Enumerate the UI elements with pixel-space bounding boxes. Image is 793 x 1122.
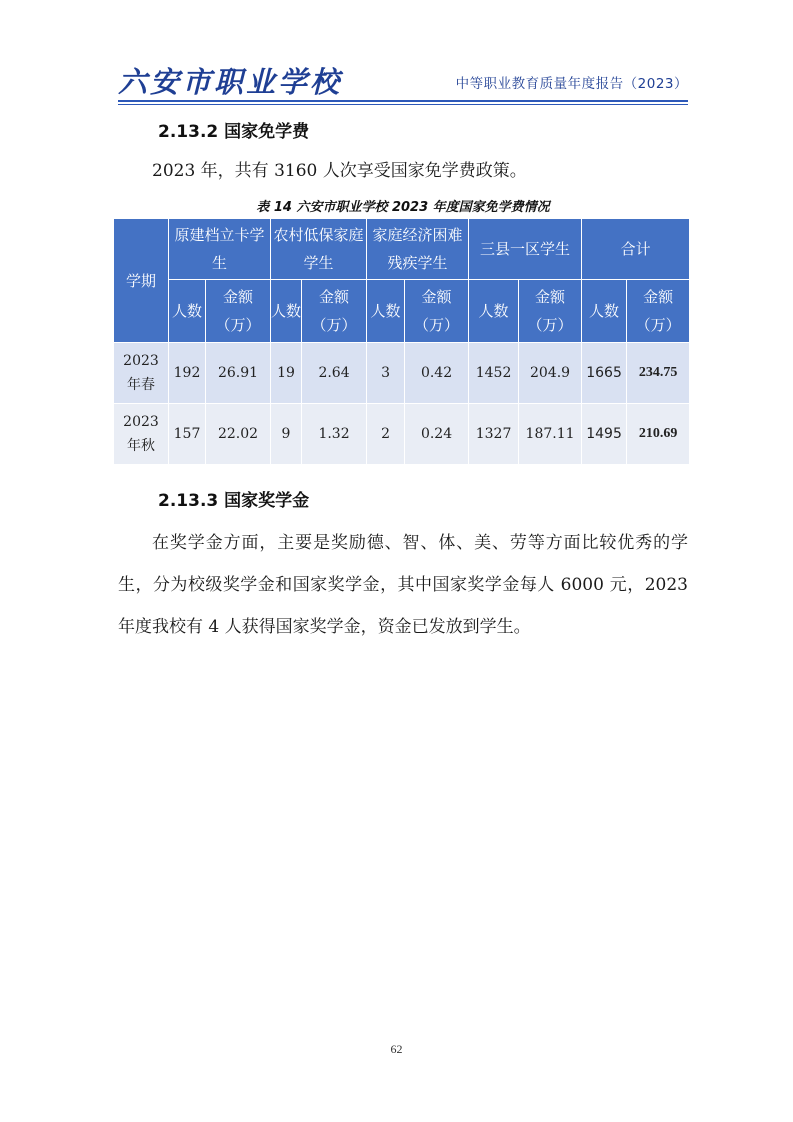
page-number: 62 (390, 1042, 403, 1056)
table-cell: 9 (271, 404, 302, 465)
amount-header: 金额（万） (627, 280, 690, 343)
amount-header: 金额（万） (302, 280, 367, 343)
table-cell: 0.24 (405, 404, 469, 465)
table-cell: 187.11 (519, 404, 582, 465)
amount-header: 金额（万） (405, 280, 469, 343)
total-count-cell: 1495 (582, 404, 627, 465)
school-logo: 六安市职业学校 (118, 65, 343, 99)
group-header: 农村低保家庭学生 (271, 219, 367, 280)
tuition-table (113, 218, 690, 465)
scholarship-paragraph (118, 522, 688, 648)
table-cell: 204.9 (519, 343, 582, 404)
page-header (118, 56, 688, 102)
total-count-cell: 1665 (582, 343, 627, 404)
term-cell: 2023 年春 (114, 343, 169, 404)
count-header: 人数 (169, 280, 206, 343)
table-cell: 2.64 (302, 343, 367, 404)
section-heading-tuition: 2.13.2 国家免学费 (158, 122, 310, 142)
count-header: 人数 (469, 280, 519, 343)
amount-header: 金额（万） (519, 280, 582, 343)
term-header: 学期 (114, 219, 169, 343)
table-cell: 192 (169, 343, 206, 404)
table-cell: 22.02 (206, 404, 271, 465)
group-header: 家庭经济困难残疾学生 (367, 219, 469, 280)
scholarship-paragraph-text: 在奖学金方面，主要是奖励德、智、体、美、劳等方面比较优秀的学生，分为校级奖学金和国家奖学金，其中国家奖学金每人 6000 元，2023 年度我校有 4 人获得国家奖学金，资金已发放到学生。 (118, 533, 688, 637)
table-cell: 26.91 (206, 343, 271, 404)
table-caption: 表 14 六安市职业学校 2023 年度国家免学费情况 (256, 200, 550, 215)
header-rule (118, 100, 688, 102)
table-cell: 1327 (469, 404, 519, 465)
report-title: 中等职业教育质量年度报告（2023） (455, 76, 688, 92)
table-subheader-row (114, 280, 690, 343)
total-amount-cell: 234.75 (627, 343, 690, 404)
tuition-paragraph (118, 150, 688, 192)
count-header: 人数 (271, 280, 302, 343)
count-header: 人数 (367, 280, 405, 343)
total-amount-cell: 210.69 (627, 404, 690, 465)
table-header-row (114, 219, 690, 280)
table-cell: 1.32 (302, 404, 367, 465)
table-cell: 0.42 (405, 343, 469, 404)
table-cell: 157 (169, 404, 206, 465)
table-cell: 19 (271, 343, 302, 404)
amount-header: 金额（万） (206, 280, 271, 343)
group-header: 合计 (582, 219, 690, 280)
table-cell: 1452 (469, 343, 519, 404)
count-header: 人数 (582, 280, 627, 343)
header-rule-thin (118, 104, 688, 105)
table-cell: 2 (367, 404, 405, 465)
table-row (114, 404, 690, 465)
group-header: 三县一区学生 (469, 219, 582, 280)
table-cell: 3 (367, 343, 405, 404)
table-row (114, 343, 690, 404)
group-header: 原建档立卡学生 (169, 219, 271, 280)
term-cell: 2023 年秋 (114, 404, 169, 465)
tuition-paragraph-text: 2023 年，共有 3160 人次享受国家免学费政策。 (152, 161, 527, 181)
section-heading-scholarship: 2.13.3 国家奖学金 (158, 491, 310, 511)
